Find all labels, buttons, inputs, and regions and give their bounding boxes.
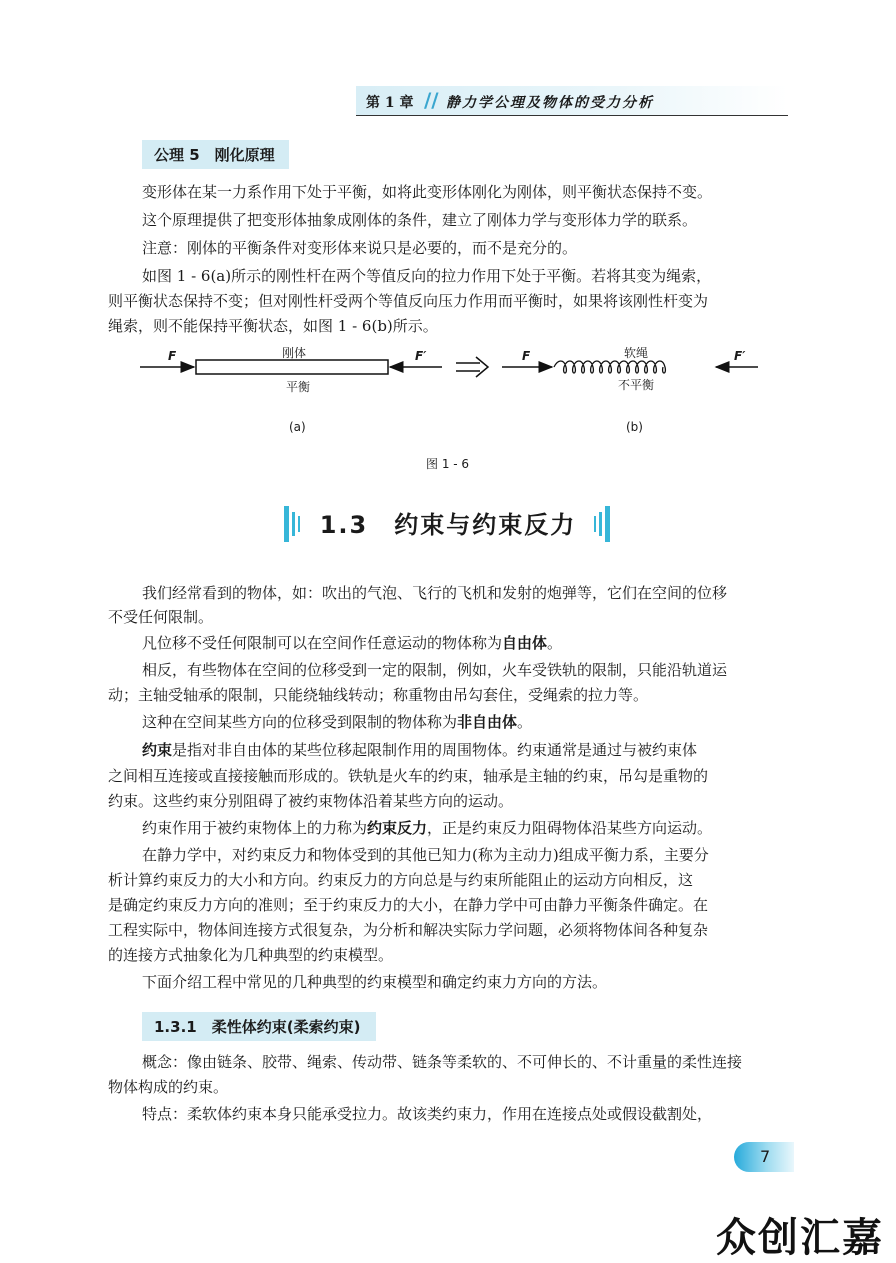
rigid-bar bbox=[196, 360, 388, 374]
figure-b-bottom-label: 不平衡 bbox=[618, 378, 655, 392]
implies-arrow-icon bbox=[456, 357, 488, 377]
figure-a-force-right: F′ bbox=[415, 349, 427, 363]
body-line-10-text: 约束作用于被约束物体上的力称为 bbox=[142, 819, 368, 837]
figure-a-bottom-label: 平衡 bbox=[286, 380, 311, 394]
body-line-9: 约束。这些约束分别阻碍了被约束物体沿着某些方向的运动。 bbox=[108, 792, 514, 810]
page-number-badge bbox=[734, 1142, 794, 1172]
body-line-5: 动；主轴受轴承的限制，只能绕轴线转动；称重物由吊勾套住，受绳索的拉力等。 bbox=[108, 686, 649, 704]
axiom-para-5: 则平衡状态保持不变；但对刚性杆受两个等值反向压力作用而平衡时，如果将该刚性杆变为 bbox=[108, 292, 709, 310]
page-number: 7 bbox=[760, 1147, 771, 1166]
body-line-11: 在静力学中，对约束反力和物体受到的其他已知力(称为主动力)组成平衡力系，主要分 bbox=[142, 846, 709, 864]
body-line-7 bbox=[142, 740, 822, 760]
header-slash-icon: // bbox=[424, 88, 439, 112]
figure-b-force-right: F′ bbox=[734, 349, 746, 363]
subsection-title: 1.3.1 柔性体约束(柔索约束) bbox=[142, 1012, 376, 1041]
figure-b-force-left: F bbox=[522, 349, 531, 363]
axiom-para-4: 如图 1 - 6(a)所示的刚性杆在两个等值反向的拉力作用下处于平衡。若将其变为绳索， bbox=[142, 267, 712, 285]
body-line-2: 不受任何限制。 bbox=[108, 608, 214, 626]
figure-b-top-label: 软绳 bbox=[624, 346, 649, 360]
axiom-para-3: 注意：刚体的平衡条件对变形体来说只是必要的，而不是充分的。 bbox=[142, 239, 578, 257]
body-line-3-end: 。 bbox=[547, 634, 563, 652]
body-line-6-text: 这种在空间某些方向的位移受到限制的物体称为 bbox=[142, 713, 458, 731]
running-header bbox=[356, 86, 788, 116]
axiom-para-6: 绳索，则不能保持平衡状态，如图 1 - 6(b)所示。 bbox=[108, 317, 438, 335]
body-line-10-end: ，正是约束反力阻碍物体沿某些方向运动。 bbox=[427, 819, 713, 837]
body-line-12: 析计算约束反力的大小和方向。约束反力的方向总是与约束所能阻止的运动方向相反，这 bbox=[108, 871, 694, 889]
body-line-15: 的连接方式抽象化为几种典型的约束模型。 bbox=[108, 946, 394, 964]
term-nonfree-body: 非自由体 bbox=[457, 713, 518, 731]
body-line-4: 相反，有些物体在空间的位移受到一定的限制，例如，火车受铁轨的限制，只能沿轨道运 bbox=[142, 661, 728, 679]
subsection-line-1: 概念：像由链条、胶带、绳索、传动带、链条等柔软的、不可伸长的、不计重量的柔性连接 bbox=[142, 1053, 743, 1071]
axiom-para-2: 这个原理提供了把变形体抽象成刚体的条件，建立了刚体力学与变形体力学的联系。 bbox=[142, 211, 698, 229]
body-line-3-text: 凡位移不受任何限制可以在空间作任意运动的物体称为 bbox=[142, 634, 503, 652]
section-heading bbox=[0, 505, 896, 540]
subsection-line-2: 物体构成的约束。 bbox=[108, 1078, 229, 1096]
body-line-14: 工程实际中，物体间连接方式很复杂，为分析和解决实际力学问题，必须将物体间各种复杂 bbox=[108, 921, 709, 939]
section-title: 1.3 约束与约束反力 bbox=[319, 511, 577, 539]
term-constraint-force: 约束反力 bbox=[367, 819, 428, 837]
body-line-1: 我们经常看到的物体，如：吹出的气泡、飞行的飞机和发射的炮弹等，它们在空间的位移 bbox=[142, 584, 728, 602]
body-line-8: 之间相互连接或直接接触而形成的。铁轨是火车的约束，轴承是主轴的约束，吊勾是重物的 bbox=[108, 767, 709, 785]
watermark: 众创汇嘉 bbox=[716, 1215, 884, 1261]
axiom-para-1: 变形体在某一力系作用下处于平衡，如将此变形体刚化为刚体，则平衡状态保持不变。 bbox=[142, 183, 713, 201]
body-line-6-end: 。 bbox=[517, 713, 533, 731]
figure-a-top-label: 刚体 bbox=[282, 346, 307, 360]
term-constraint: 约束 bbox=[142, 741, 173, 759]
body-line-6 bbox=[142, 712, 822, 732]
body-line-7-text: 是指对非自由体的某些位移起限制作用的周围物体。约束通常是通过与被约束体 bbox=[172, 741, 698, 759]
header-title: 静力学公理及物体的受力分析 bbox=[446, 95, 654, 111]
term-free-body: 自由体 bbox=[502, 634, 548, 652]
axiom-label: 公理 5 刚化原理 bbox=[142, 140, 289, 169]
subsection-line-3: 特点：柔软体约束本身只能承受拉力。故该类约束力，作用在连接点处或假设截割处， bbox=[142, 1105, 713, 1123]
figure-sub-b: (b) bbox=[626, 420, 643, 434]
figure-a-force-left: F bbox=[168, 349, 177, 363]
body-line-16: 下面介绍工程中常见的几种典型的约束模型和确定约束力方向的方法。 bbox=[142, 973, 608, 991]
body-line-10 bbox=[142, 818, 822, 838]
figure-sub-a: (a) bbox=[289, 420, 306, 434]
header-chapter: 第 1 章 bbox=[366, 95, 414, 111]
body-line-13: 是确定约束反力方向的准则；至于约束反力的大小，在静力学中可由静力平衡条件确定。在 bbox=[108, 896, 709, 914]
header-rule bbox=[356, 115, 788, 116]
soft-rope bbox=[554, 361, 665, 373]
body-line-3 bbox=[142, 633, 822, 653]
figure-caption: 图 1 - 6 bbox=[426, 457, 470, 471]
figure-1-6 bbox=[130, 335, 770, 445]
